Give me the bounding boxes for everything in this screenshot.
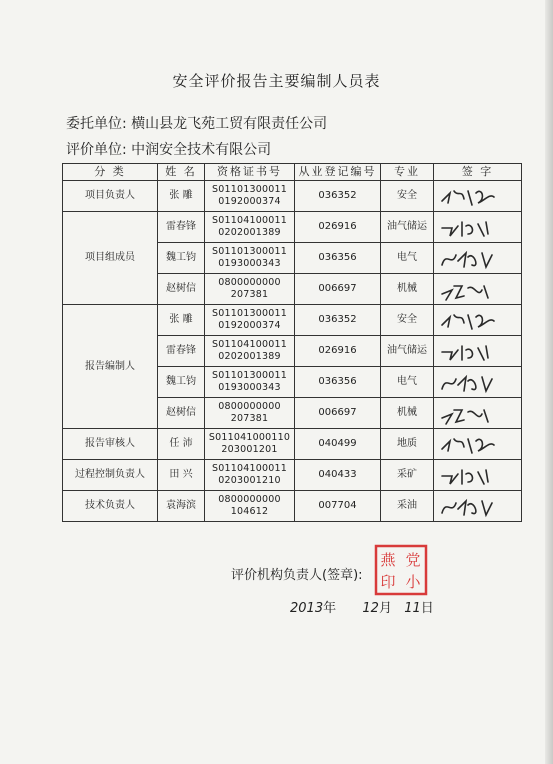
cert-cell <box>205 491 295 522</box>
signature-cell <box>434 398 522 429</box>
table-row <box>63 491 522 522</box>
handwritten-signature <box>438 431 500 457</box>
date-year: 2013 <box>290 601 324 616</box>
cert-line: 0203001210 <box>218 475 281 486</box>
cert-cell <box>205 212 295 243</box>
header-category: 分 类 <box>63 164 158 181</box>
evaluator-label: 评价单位: <box>66 142 127 158</box>
client-label: 委托单位: <box>66 116 127 132</box>
handwritten-signature <box>438 307 500 333</box>
cert-cell <box>205 274 295 305</box>
table-row <box>63 460 522 491</box>
reg-cell: 036352 <box>295 181 381 212</box>
header-reg: 从业登记编号 <box>295 164 381 181</box>
cert-line: S01104100011 <box>212 339 287 350</box>
signature-cell <box>434 336 522 367</box>
reg-cell: 040433 <box>295 460 381 491</box>
staff-table <box>62 163 522 522</box>
signature-cell <box>434 212 522 243</box>
major-cell: 油气储运 <box>381 212 434 243</box>
table-row <box>63 181 522 212</box>
table-row <box>63 212 522 243</box>
major-cell: 安全 <box>381 181 434 212</box>
category-cell: 项目负责人 <box>63 181 158 212</box>
name-cell: 任 沛 <box>158 429 205 460</box>
signing-date <box>290 597 434 616</box>
signature-cell <box>434 491 522 522</box>
seal-stamp <box>374 544 428 600</box>
date-month: 12 <box>362 601 379 616</box>
major-cell: 采油 <box>381 491 434 522</box>
cert-line: 203001201 <box>221 444 278 455</box>
header-major: 专业 <box>381 164 434 181</box>
handwritten-signature <box>438 276 500 302</box>
date-month-unit: 月 <box>378 601 392 616</box>
date-day-unit: 日 <box>420 601 434 616</box>
name-cell: 张 雕 <box>158 181 205 212</box>
date-day: 11 <box>404 601 421 616</box>
signature-cell <box>434 181 522 212</box>
reg-cell: 006697 <box>295 398 381 429</box>
name-cell: 魏工钧 <box>158 367 205 398</box>
handwritten-signature <box>438 493 500 519</box>
client-value: 横山县龙飞苑工贸有限责任公司 <box>131 116 328 132</box>
major-cell: 机械 <box>381 274 434 305</box>
svg-text:印: 印 <box>380 573 396 591</box>
category-cell: 报告审核人 <box>63 429 158 460</box>
cert-cell <box>205 181 295 212</box>
reg-cell: 040499 <box>295 429 381 460</box>
table-header-row <box>63 164 522 181</box>
cert-line: S01104100011 <box>212 463 287 474</box>
date-year-unit: 年 <box>323 601 337 616</box>
reg-cell: 036356 <box>295 243 381 274</box>
cert-line: 0193000343 <box>218 258 281 269</box>
major-cell: 电气 <box>381 243 434 274</box>
handwritten-signature <box>438 338 500 364</box>
table-row <box>63 305 522 336</box>
cert-line: 0202001389 <box>218 227 281 238</box>
reg-cell: 007704 <box>295 491 381 522</box>
cert-line: S01101300011 <box>212 184 287 195</box>
cert-line: 0192000374 <box>218 320 281 331</box>
name-cell: 袁海滨 <box>158 491 205 522</box>
category-cell: 技术负责人 <box>63 491 158 522</box>
cert-cell <box>205 398 295 429</box>
reg-cell: 026916 <box>295 212 381 243</box>
signature-cell <box>434 429 522 460</box>
cert-line: 104612 <box>230 506 269 517</box>
cert-line: 207381 <box>230 289 269 300</box>
name-cell: 雷春锋 <box>158 336 205 367</box>
cert-cell <box>205 336 295 367</box>
signature-cell <box>434 460 522 491</box>
page-edge-shadow <box>545 0 553 764</box>
cert-cell <box>205 243 295 274</box>
header-cert: 资格证书号 <box>205 164 295 181</box>
cert-line: 0202001389 <box>218 351 281 362</box>
handwritten-signature <box>438 183 500 209</box>
cert-line: 0800000000 <box>218 494 281 505</box>
reg-cell: 036352 <box>295 305 381 336</box>
svg-text:燕: 燕 <box>380 551 396 569</box>
cert-line: S01104100011 <box>212 215 287 226</box>
client-line <box>66 113 327 133</box>
major-cell: 安全 <box>381 305 434 336</box>
signature-cell <box>434 367 522 398</box>
reg-cell: 026916 <box>295 336 381 367</box>
cert-line: 0800000000 <box>218 401 281 412</box>
header-signature: 签 字 <box>434 164 522 181</box>
svg-text:小: 小 <box>405 573 421 591</box>
signature-cell <box>434 274 522 305</box>
name-cell: 魏工钧 <box>158 243 205 274</box>
handwritten-signature <box>438 462 500 488</box>
major-cell: 电气 <box>381 367 434 398</box>
major-cell: 采矿 <box>381 460 434 491</box>
cert-line: 0800000000 <box>218 277 281 288</box>
major-cell: 机械 <box>381 398 434 429</box>
cert-line: 0192000374 <box>218 196 281 207</box>
signature-cell <box>434 305 522 336</box>
reg-cell: 036356 <box>295 367 381 398</box>
signature-cell <box>434 243 522 274</box>
name-cell: 赵树信 <box>158 398 205 429</box>
cert-line: 0193000343 <box>218 382 281 393</box>
category-cell: 项目组成员 <box>63 212 158 305</box>
cert-cell <box>205 367 295 398</box>
handwritten-signature <box>438 400 500 426</box>
category-cell: 报告编制人 <box>63 305 158 429</box>
name-cell: 田 兴 <box>158 460 205 491</box>
major-cell: 油气储运 <box>381 336 434 367</box>
cert-line: S01101300011 <box>212 370 287 381</box>
name-cell: 赵树信 <box>158 274 205 305</box>
cert-cell <box>205 305 295 336</box>
name-cell: 张 雕 <box>158 305 205 336</box>
cert-line: S011041000110 <box>208 432 291 443</box>
major-cell: 地质 <box>381 429 434 460</box>
evaluator-value: 中润安全技术有限公司 <box>131 142 272 158</box>
cert-cell <box>205 429 295 460</box>
category-cell: 过程控制负责人 <box>63 460 158 491</box>
evaluator-line <box>66 139 271 159</box>
name-cell: 雷春锋 <box>158 212 205 243</box>
svg-text:党: 党 <box>405 551 421 569</box>
handwritten-signature <box>438 245 500 271</box>
reg-cell: 006697 <box>295 274 381 305</box>
table-row <box>63 429 522 460</box>
header-name: 姓 名 <box>158 164 205 181</box>
cert-line: S01101300011 <box>212 246 287 257</box>
handwritten-signature <box>438 214 500 240</box>
cert-line: S01101300011 <box>212 308 287 319</box>
cert-line: 207381 <box>230 413 269 424</box>
signature-label: 评价机构负责人(签章): <box>231 568 363 583</box>
cert-cell <box>205 460 295 491</box>
document-title: 安全评价报告主要编制人员表 <box>172 72 381 90</box>
handwritten-signature <box>438 369 500 395</box>
